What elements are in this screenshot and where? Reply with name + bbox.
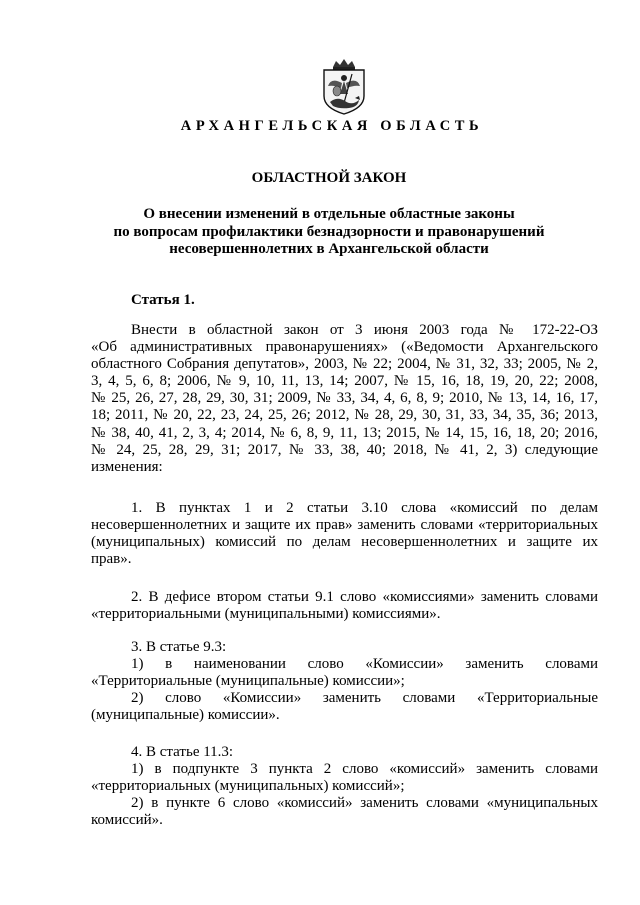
text-line: 1) в наименовании слово «Комиссии» заменить словами xyxy=(131,656,598,673)
text-line: изменения: xyxy=(91,458,163,475)
text-line: 1. В пунктах 1 и 2 статьи 3.10 слова «комиссий по делам xyxy=(131,500,598,516)
text-line: № 38, 40, 41, 2, 3, 4; 2014, № 6, 8, 9, 11, 13; 2015, № 14, 15, 16, 18, 20; 2016, xyxy=(91,424,598,441)
text-line: комиссий». xyxy=(91,812,163,829)
law-title-line: О внесении изменений в отдельные областные законы xyxy=(143,206,515,222)
paragraph-item-2 xyxy=(91,589,598,623)
text-line: 18; 2011, № 20, 22, 23, 24, 25, 26; 2012, № 28, 29, 30, 31, 33, 34, 35, 36; 2013, xyxy=(91,407,598,424)
law-title-line: по вопросам профилактики безнадзорности и правонарушений xyxy=(113,223,545,240)
text-line: «территориальных (муниципальных) комиссий»; xyxy=(91,778,405,795)
text-line: (муниципальные) комиссии». xyxy=(91,707,280,724)
text-line: (муниципальных) комиссий по делам несовершеннолетних и защите их xyxy=(91,534,598,551)
text-line: прав». xyxy=(91,551,132,568)
text-line: 4. В статье 11.3: xyxy=(131,744,234,760)
region-name: АРХАНГЕЛЬСКАЯ ОБЛАСТЬ xyxy=(180,118,484,134)
text-line: 2) слово «Комиссии» заменить словами «Территориальные xyxy=(131,690,598,707)
text-line: 2. В дефисе втором статьи 9.1 слово «комиссиями» заменить словами xyxy=(131,589,598,605)
text-line: 3, 4, 5, 6, 8; 2006, № 9, 10, 11, 13, 14; 2007, № 15, 16, 18, 19, 20, 22; 2008, xyxy=(91,373,598,390)
text-line: «территориальными (муниципальными) комиссиями». xyxy=(91,606,441,623)
paragraph-item-1 xyxy=(91,500,598,568)
text-line: Внести в областной закон от 3 июня 2003 года № 172-22-ОЗ xyxy=(131,322,598,338)
law-title xyxy=(0,206,640,259)
text-line: областного Собрания депутатов», 2003, № 22; 2004, № 31, 32, 33; 2005, № 2, xyxy=(91,356,598,373)
text-line: № 25, 26, 27, 28, 29, 30, 31; 2009, № 33, 34, 4, 6, 8, 9; 2010, № 13, 14, 16, 17, xyxy=(91,390,598,407)
law-title-line: несовершеннолетних в Архангельской области xyxy=(169,241,489,257)
paragraph-item-3 xyxy=(91,639,598,724)
law-type: ОБЛАСТНОЙ ЗАКОН xyxy=(251,170,407,186)
text-line: 1) в подпункте 3 пункта 2 слово «комиссий» заменить словами xyxy=(131,761,598,778)
text-line: «Территориальные (муниципальные) комиссии»; xyxy=(91,673,405,690)
text-line: 2) в пункте 6 слово «комиссий» заменить словами «муниципальных xyxy=(131,795,598,812)
text-line: несовершеннолетних и защите их прав» заменить словами «территориальных xyxy=(91,517,598,534)
paragraph-intro xyxy=(91,322,598,476)
article-heading: Статья 1. xyxy=(131,292,195,308)
paragraph-item-4 xyxy=(91,744,598,829)
text-line: № 24, 25, 28, 29, 31; 2017, № 33, 38, 40; 2018, № 41, 2, 3) следующие xyxy=(91,441,598,458)
coat-of-arms-icon xyxy=(319,58,369,116)
text-line: «Об административных правонарушениях» («Ведомости Архангельского xyxy=(91,339,598,356)
text-line: 3. В статье 9.3: xyxy=(131,639,227,655)
